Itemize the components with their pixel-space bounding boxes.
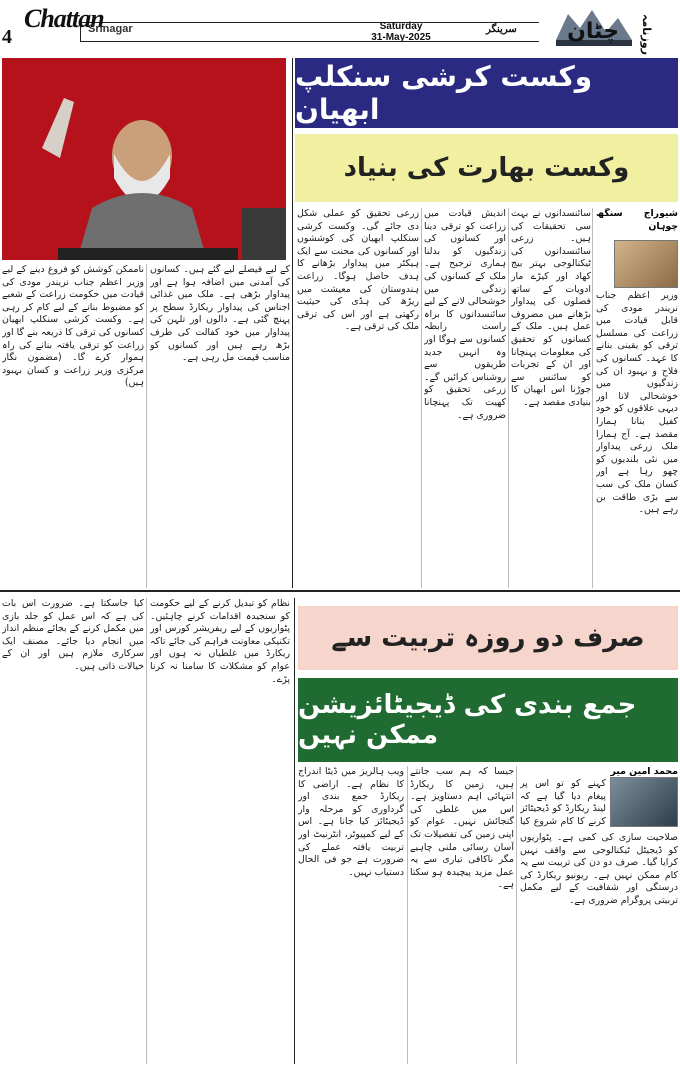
speaker-photo	[2, 58, 286, 260]
brand-name: Chattan	[24, 4, 104, 33]
story1-column: ناممکن کوشش کو فروغ دینے کے لیے وزیر اعظم جناب نریندر مودی کی قیادت میں حکومت زراعت کے شعبے کو مضبوط بنانے کے لیے کام کر رہی ہے۔ وکست کرشی سنکلپ ابھیان کسانوں کی ترقی کا ذریعہ بنے گا اور زراعت کو ترقی یافتہ بنانے کی راہ ہموار کرے گا۔ (مضمون نگار مرکزی وزیر زراعت و کسان بہبود ہیں)	[2, 264, 144, 389]
column-divider	[592, 208, 593, 588]
column-divider	[407, 766, 408, 1064]
masthead-bar	[80, 22, 539, 42]
svg-text:چٹان: چٹان	[567, 19, 619, 44]
byline-text: محمد امین میر	[610, 766, 678, 776]
city-label: Srinagar	[88, 23, 133, 35]
story2-column: صلاحیت سازی کی کمی ہے۔ پٹواریوں کو ڈیجیٹل ٹیکنالوجی سے واقف نہیں کرایا گیا۔ صرف دو دن کی تربیت سے یہ کام ممکن نہیں ہے۔ ریونیو ریکارڈ کی درستگی اور شفافیت کے لیے مکمل تربیتی پروگرام ضروری ہے۔	[520, 832, 678, 906]
story1-byline	[596, 208, 678, 238]
story2-column: کیا جاسکتا ہے۔ ضرورت اس بات کی ہے کہ اس عمل کو جلد بازی میں مکمل کرنے کے بجائے منظم انداز میں انجام دیا جائے۔ مصنف ایک سرکاری ملازم ہیں اور ان کے خیالات ذاتی ہیں۔	[2, 598, 144, 672]
story2-headline: صرف دو روزہ تربیت سے	[298, 606, 678, 670]
story2-column: جیسا کہ ہم سب جانتے ہیں، زمین کا ریکارڈ انتہائی اہم دستاویز ہے۔ اس میں غلطی کی گنجائش نہیں۔ عوام کو اپنی زمین کی تفصیلات تک آسان رسائی ملنی چاہیے مگر ناکافی تیاری سے یہ عمل مزید پیچیدہ ہو سکتا ہے۔	[410, 766, 514, 891]
author-photo	[610, 777, 678, 827]
column-divider	[421, 208, 422, 588]
story2-column: نظام کو تبدیل کرنے کے لیے حکومت کو سنجیدہ اقدامات کرنے چاہئیں۔ پٹواریوں کے لیے ریفریشر کورس اور تکنیکی معاونت فراہم کی جائے تاکہ ریکارڈ میں غلطیاں نہ ہوں اور عوام کو مشکلات کا سامنا نہ کرنا پڑے۔	[150, 598, 290, 685]
story1-column: کے لیے فیصلے لیے گئے ہیں۔ کسانوں کی آمدنی میں اضافہ ہوا ہے اور پیداوار بڑھی ہے۔ ملک میں غذائی اجناس کی پیداوار ریکارڈ سطح پر پہنچ گئی ہے۔ دالوں اور تلہن کی پیداوار میں خود کفالت کی طرف بڑھ رہے ہیں اور کسانوں کو مناسب قیمت مل رہی ہے۔	[150, 264, 290, 364]
newspaper-logo	[548, 2, 638, 52]
story2-subheadline: جمع بندی کی ڈیجیٹائزیشن ممکن نہیں	[298, 678, 678, 762]
daily-label: روزنامہ	[640, 14, 653, 56]
column-divider	[146, 264, 147, 588]
story1-headline: وکست کرشی سنکلپ ابھیان	[295, 58, 678, 128]
story-separator	[0, 590, 680, 592]
column-divider	[292, 58, 293, 588]
page-number: 4	[2, 26, 12, 48]
issue-day: Saturday	[379, 21, 423, 32]
story1-column: زرعی تحقیق کو عملی شکل دی جائے گی۔ وکست کرشی سنکلپ ابھیان کی کوششوں اور کسانوں کی محنت سے ایک ہیکٹر میں پیداوار بڑھانے کا ہدف حاصل ہوگا۔ زراعت ہندوستان کی معیشت میں ریڑھ کی ہڈی کی حیثیت رکھتی ہے اور اس کی ترقی ملک کی ترقی ہے۔	[297, 208, 419, 333]
story1-subheadline: وکست بھارت کی بنیاد	[295, 134, 678, 202]
story1-column: وزیر اعظم جناب نریندر مودی کی قابل قیادت میں زراعت کی مسلسل ترقی کو یقینی بنانے کا عہد۔ کسانوں کی فلاح و بہبود ان کی زندگیوں میں خوشحالی لانا اور دیہی علاقوں کو خود کفیل بنانا ہمارا مقصد ہے۔ آج ہمارا ملک زرعی پیداوار میں نئی بلندیوں کو چھو رہا ہے اور کسان ملک کی سب سے بڑی طاقت بن رہے ہیں۔	[596, 290, 678, 516]
byline-text: شیوراج سنگھ چوہان	[596, 208, 678, 232]
story2-column: ویب ہالریز میں ڈیٹا اندراج کا نظام ہے۔ اراضی کا ریکارڈ جمع بندی اور گرداوری کو مرحلہ وار ڈیجیٹائز کیا جانا ہے۔ اس کے لیے کمپیوٹر، انٹرنیٹ اور تربیت یافتہ عملے کی ضرورت ہے جو فی الحال دستیاب نہیں۔	[298, 766, 404, 878]
column-divider	[294, 598, 295, 1064]
issue-date: 31-May-2025	[371, 32, 431, 43]
column-divider	[508, 208, 509, 588]
masthead-city-urdu: سرینگر	[486, 24, 517, 35]
column-divider	[146, 598, 147, 1064]
author-photo	[614, 240, 678, 288]
column-divider	[516, 766, 517, 1064]
story1-column: سائنسدانوں نے بہت سی تحقیقات کی ہیں۔ زرعی سائنسدانوں کی ٹیکنالوجی بہتر بیج کھاد اور کیڑے مار ادویات کے ساتھ فصلوں کی پیداوار بڑھانے میں مصروف عمل ہیں۔ ملک کے کسانوں کو تحقیق کی معلومات پہنچانا اور ان کے تجربات کو سائنس سے جوڑنا اس ابھیان کا بنیادی مقصد ہے۔	[511, 208, 591, 408]
story2-column-intro: کہنے کو تو اس پر پیغام دیا گیا ہے کہ لینڈ ریکارڈ کو ڈیجیٹائز کرنے کا کام شروع کیا	[520, 778, 606, 827]
story2-byline	[520, 766, 678, 776]
story1-column: اندیش قیادت میں زراعت کو ترقی دینا اور کسانوں کی زندگیوں کو بدلنا ہماری ترجیح ہے۔ ملک کے کسانوں کی زندگی میں خوشحالی لانے کے لیے سائنسدانوں کا براہ راست رابطہ کسانوں سے ہوگا اور وہ انہیں جدید طریقوں سے روشناس کرائیں گے۔ زرعی تحقیق کو کھیت تک پہنچانا ضروری ہے۔	[424, 208, 506, 421]
masthead	[0, 0, 680, 56]
